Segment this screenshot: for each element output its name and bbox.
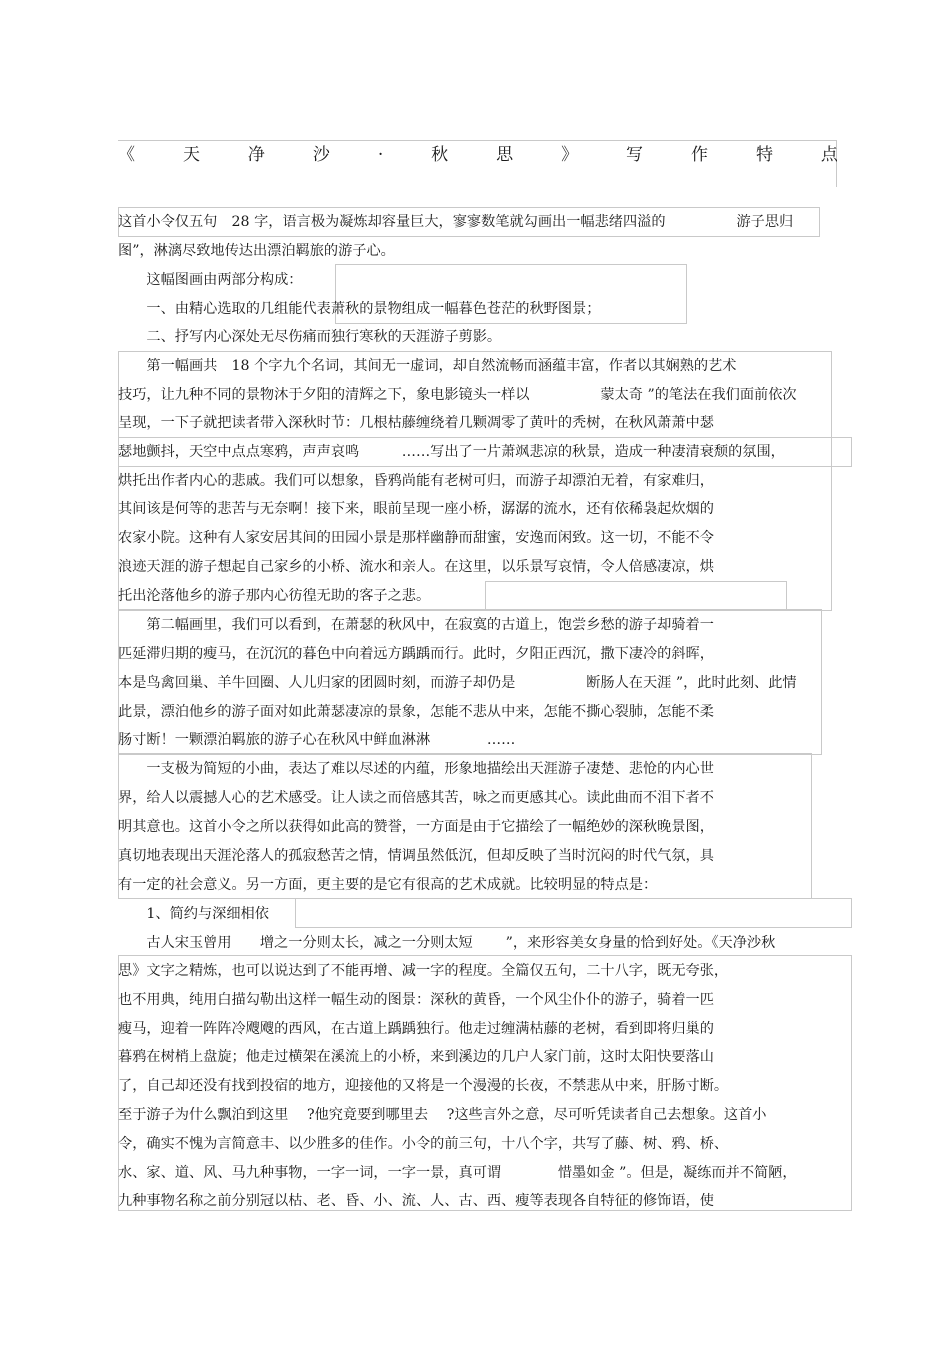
title-char: 净 [247, 145, 265, 165]
text-line: 令，确实不愧为言简意丰、以少胜多的佳作。小令的前三句，十八个字，共写了藤、树、鸦、桥、 [118, 1136, 729, 1152]
title-char: 特 [755, 145, 773, 165]
title-char: 秋 [431, 145, 449, 165]
text-line: 瑟地颤抖，天空中点点寒鸦，声声哀鸣 ……写出了一片萧飒悲凉的秋景，造成一种凄清衰颓的氛围， [118, 444, 785, 460]
text-line: 界，给人以震撼人心的艺术感受。让人读之而倍感其苦，咏之而更感其心。读此曲而不泪下者不 [118, 790, 714, 806]
text-line: 古人宋玉曾用 增之一分则太长，减之一分则太短 ”，来形容美女身量的恰到好处。《天净沙秋 [118, 935, 776, 951]
text-line: 有一定的社会意义。另一方面，更主要的是它有很高的艺术成就。比较明显的特点是： [118, 877, 658, 893]
text-line: 肠寸断！一颗漂泊羁旅的游子心在秋风中鲜血淋淋 …… [118, 732, 516, 748]
text-line: 一支极为简短的小曲，表达了难以尽述的内蕴，形象地描绘出天涯游子凄楚、悲怆的内心世 [118, 761, 714, 777]
text-line: 明其意也。这首小令之所以获得如此高的赞誉，一方面是由于它描绘了一幅绝妙的深秋晚景图， [118, 819, 714, 835]
text-line: 真切地表现出天涯沦落人的孤寂愁苦之情，情调虽然低沉，但却反映了当时沉闷的时代气氛，具 [118, 848, 714, 864]
title-char: 点 [820, 145, 838, 165]
text-line: 水、家、道、风、马九种事物，一字一词，一字一景，真可谓 惜墨如金 ”。但是，凝练而并不简陋， [118, 1165, 797, 1181]
text-line: 技巧，让九种不同的景物沐于夕阳的清辉之下，象电影镜头一样以 蒙太奇 ”的笔法在我们面前依次 [118, 387, 797, 403]
text-line: 1、简约与深细相依 [118, 906, 269, 922]
text-line: 也不用典，纯用白描勾勒出这样一幅生动的图景：深秋的黄昏，一个风尘仆仆的游子，骑着一匹 [118, 992, 714, 1008]
title-char: 作 [690, 145, 708, 165]
text-line: 烘托出作者内心的悲戚。我们可以想象，昏鸦尚能有老树可归，而游子却漂泊无着，有家难归， [118, 473, 714, 489]
text-line: 至于游子为什么飘泊到这里 ?他究竟要到哪里去 ?这些言外之意，尽可听凭读者自己去想象。这首小 [118, 1107, 767, 1123]
title-char: 写 [626, 145, 644, 165]
text-line: 其间该是何等的悲苦与无奈啊！接下来，眼前呈现一座小桥，潺潺的流水，还有依稀袅起炊烟的 [118, 501, 714, 517]
text-line: 本是鸟禽回巢、羊牛回圈、人儿归家的团圆时刻，而游子却仍是 断肠人在天涯 ”，此时此刻、此情 [118, 675, 797, 691]
text-line: 一、由精心选取的几组能代表萧秋的景物组成一幅暮色苍茫的秋野图景； [118, 301, 601, 317]
scan-frame [295, 898, 852, 928]
title-char: . [377, 140, 384, 160]
text-line: 浪迹天涯的游子想起自己家乡的小桥、流水和亲人。在这里，以乐景写哀情，令人倍感凄凉，烘 [118, 559, 714, 575]
text-line: 托出沦落他乡的游子那内心彷徨无助的客子之悲。 [118, 588, 431, 604]
text-line: 匹延滞归期的瘦马，在沉沉的暮色中向着远方踽踽而行。此时，夕阳正西沉，撒下凄冷的斜晖， [118, 646, 714, 662]
text-line: 瘦马，迎着一阵阵冷飕飕的西风，在古道上踽踽独行。他走过缠满枯藤的老树，看到即将归巢的 [118, 1021, 714, 1037]
text-line: 呈现，一下子就把读者带入深秋时节：几根枯藤缠绕着几颗凋零了黄叶的秃树，在秋风萧萧中瑟 [118, 415, 714, 431]
title-char: 思 [496, 145, 514, 165]
title-char: 沙 [312, 145, 330, 165]
document-title [118, 140, 838, 165]
text-line: 暮鸦在树梢上盘旋；他走过横架在溪流上的小桥，来到溪边的几户人家门前，这时太阳快要落山 [118, 1049, 714, 1065]
text-line: 这幅图画由两部分构成： [118, 272, 303, 288]
text-line: 九种事物名称之前分别冠以枯、老、昏、小、流、人、古、西、瘦等表现各自特征的修饰语，使 [118, 1193, 714, 1209]
text-line: 第二幅画里，我们可以看到，在萧瑟的秋风中，在寂寞的古道上，饱尝乡愁的游子却骑着一 [118, 617, 714, 633]
text-line: 图”，淋漓尽致地传达出漂泊羁旅的游子心。 [118, 243, 395, 259]
title-char: 《 [118, 145, 135, 165]
title-char: 天 [182, 145, 200, 165]
title-char: 》 [561, 145, 579, 165]
text-line: 二、抒写内心深处无尽伤痛而独行寒秋的天涯游子剪影。 [118, 329, 502, 345]
text-line: 第一幅画共 18 个字九个名词，其间无一虚词，却自然流畅而涵蕴丰富，作者以其娴熟的艺术 [118, 358, 737, 374]
text-line: 思》文字之精炼，也可以说达到了不能再增、减一字的程度。全篇仅五句，二十八字，既无夸张， [118, 963, 729, 979]
scan-frame [485, 581, 787, 611]
text-line: 了，自己却还没有找到投宿的地方，迎接他的又将是一个漫漫的长夜，不禁悲从中来，肝肠寸断。 [118, 1078, 729, 1094]
text-line: 此景，漂泊他乡的游子面对如此萧瑟凄凉的景象，怎能不悲从中来，怎能不撕心裂肺，怎能不柔 [118, 704, 714, 720]
text-line: 这首小令仅五句 28 字，语言极为凝炼却容量巨大，寥寥数笔就勾画出一幅悲绪四溢的 游子思归 [118, 214, 794, 230]
text-line: 农家小院。这种有人家安居其间的田园小景是那样幽静而甜蜜，安逸而闲致。这一切，不能不令 [118, 530, 714, 546]
